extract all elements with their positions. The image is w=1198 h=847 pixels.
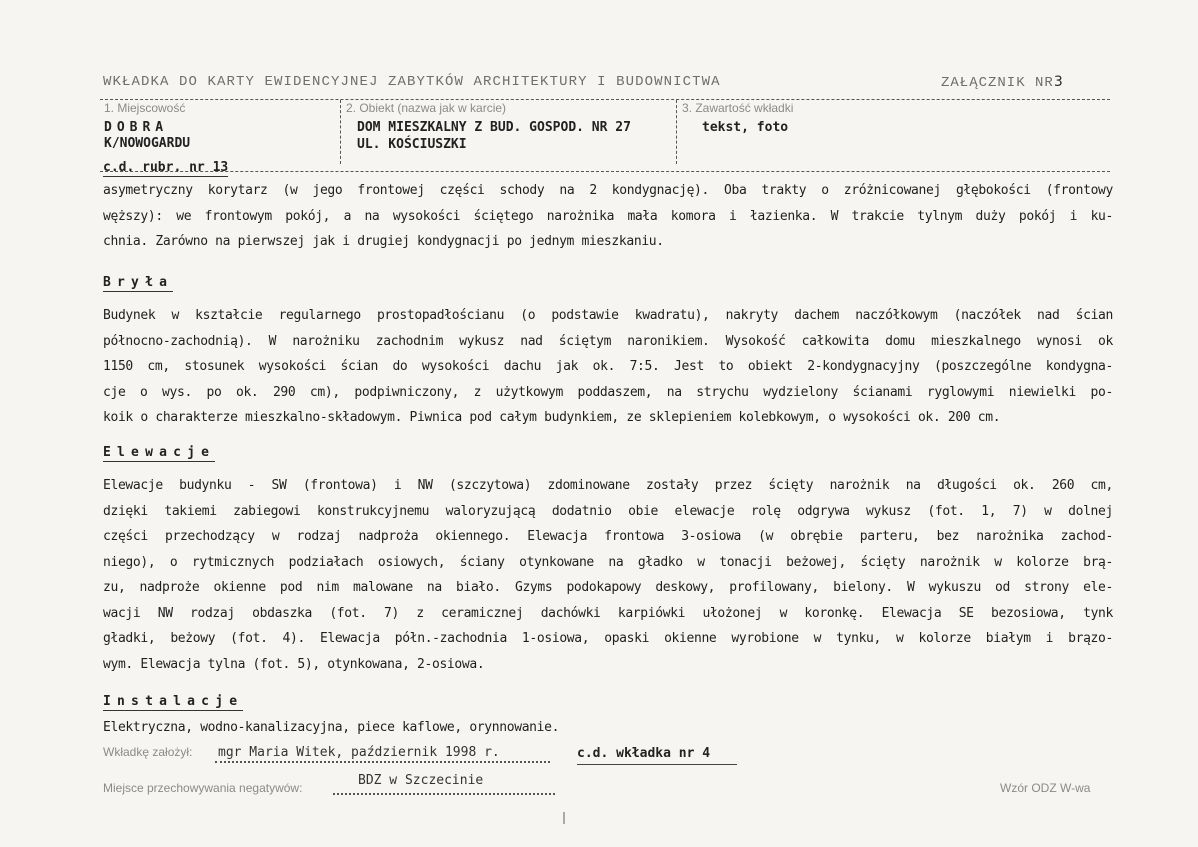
field-label: 3. Zawartość wkładki [682, 101, 794, 115]
field-label: 2. Obiekt (nazwa jak w karcie) [346, 101, 507, 115]
field-value: DOM MIESZKALNY Z BUD. GOSPOD. NR 27 [357, 120, 631, 135]
intro-paragraph [103, 178, 1113, 255]
field-value-line2: K/NOWOGARDU [104, 136, 191, 151]
section-heading: Elewacje [103, 445, 216, 460]
text-line: asymetryczny korytarz (w jego frontowej części schody na 2 kondygnację). Oba trakty o zróżnicowanej głębokości (frontowy [103, 183, 1113, 198]
dotted-line [215, 761, 550, 763]
negatives-label: Miejsce przechowywania negatywów: [103, 781, 303, 795]
underline [577, 764, 737, 765]
form-title: WKŁADKA DO KARTY EWIDENCYJNEJ ZABYTKÓW ARCHITEKTURY I BUDOWNICTWA [103, 74, 721, 90]
text-line: węższy): we frontowym pokój, a na wysokości ściętego narożnika mała komora i łazienka. W trakcie tylnym duży pokój i ku- [103, 208, 1113, 224]
text-line: niego), o rytmicznych podziałach osiowych, ściany otynkowane na gładko w tonacji beżowej, ścięty narożnik w kolorze brą- [103, 554, 1113, 570]
paper-mark [563, 812, 565, 824]
next-insert-note: c.d. wkładka nr 4 [577, 746, 711, 761]
header-fields [100, 99, 1110, 164]
section-paragraph [103, 473, 1113, 677]
founded-by-label: Wkładkę założył: [103, 745, 193, 759]
text-line: Budynek w kształcie regularnego prostopadłościanu (o podstawie kwadratu), nakryty dachem naczółkowym (naczółek nad ścian [103, 308, 1113, 323]
text-line: Elewacje budynku - SW (frontowa) i NW (szczytowa) zdominowane zostały przez ścięty narożnik na długości ok. 260 cm, [103, 478, 1113, 493]
text-line: zu, nadproże okienne pod nim malowane na biało. Gzyms podokapowy deskowy, profilowany, bielony. W wykuszu od strony ele- [103, 580, 1113, 595]
section-heading: Bryła [103, 275, 174, 290]
annex-number [941, 74, 1064, 91]
text-line: północno-zachodnią). W narożniku zachodnim wykusz nad ściętym naronikiem. Wysokość całkowita domu mieszkalnego wynosi ok [103, 333, 1113, 349]
continuation-note: c.d. rubr. nr 13 [103, 160, 229, 175]
text-line: Elektryczna, wodno-kanalizacyjna, piece kaflowe, orynnowanie. [103, 720, 560, 735]
field-value: DOBRA [104, 120, 169, 135]
divider [100, 171, 1110, 172]
text-line: cje o wys. po ok. 290 cm), podpiwniczony, z użytkowym poddaszem, na strychu wydzielony ścianami ryglowymi niewielki po- [103, 384, 1113, 400]
section-paragraph [103, 715, 1113, 741]
negatives-value: BDZ w Szczecinie [358, 773, 484, 788]
dotted-line [333, 793, 555, 795]
text-line: dzięki takiemi zabiegowi konstrukcyjnemu waloryzującą dodatnio obie elewacje rolę odgrywa wykusz (fot. 1, 7) w dolnej [103, 503, 1113, 519]
section-heading: Instalacje [103, 694, 244, 709]
field-label: 1. Miejscowość [104, 101, 186, 115]
annex-label: ZAŁĄCZNIK NR [941, 75, 1054, 91]
text-line: chnia. Zarówno na pierwszej jak i drugiej kondygnacji po jednym mieszkaniu. [103, 234, 664, 249]
field-value-line2: UL. KOŚCIUSZKI [357, 137, 467, 152]
annex-number-value: 3 [1053, 74, 1064, 90]
section-paragraph [103, 303, 1113, 431]
text-line: wym. Elewacja tylna (fot. 5), otynkowana, 2-osiowa. [103, 656, 485, 672]
field-locality [100, 100, 340, 164]
text-line: gładki, beżowy (fot. 4). Elewacja półn.-zachodnia 1-osiowa, opaski okienne wyrobione w tynku, w kolorze białym i brązo- [103, 631, 1113, 646]
text-line: koik o charakterze mieszkalno-składowym. Piwnica pod całym budynkiem, ze sklepieniem kolebkowym, o wysokości ok. 200 cm. [103, 410, 1001, 425]
print-reference: Wzór ODZ W-wa [1000, 781, 1091, 795]
text-line: 1150 cm, stosunek wysokości ścian do wysokości dachu jak ok. 7:5. Jest to obiekt 2-kondygnacyjny (poszczególne kondygna- [103, 359, 1113, 374]
field-contents [676, 100, 1111, 164]
field-value: tekst, foto [702, 120, 789, 135]
founded-by-value: mgr Maria Witek, październik 1998 r. [218, 745, 500, 760]
text-line: części przechodzący w rodzaj nadproża okiennego. Elewacja frontowa 3-osiowa (w obrębie parteru, bez narożnika zachod- [103, 529, 1113, 544]
field-object [340, 100, 677, 164]
text-line: wacji NW rodzaj obdaszka (fot. 7) z ceramicznej dachówki karpiówki ułożonej w koronkę. Elewacja SE bezosiowa, tynk [103, 605, 1113, 621]
